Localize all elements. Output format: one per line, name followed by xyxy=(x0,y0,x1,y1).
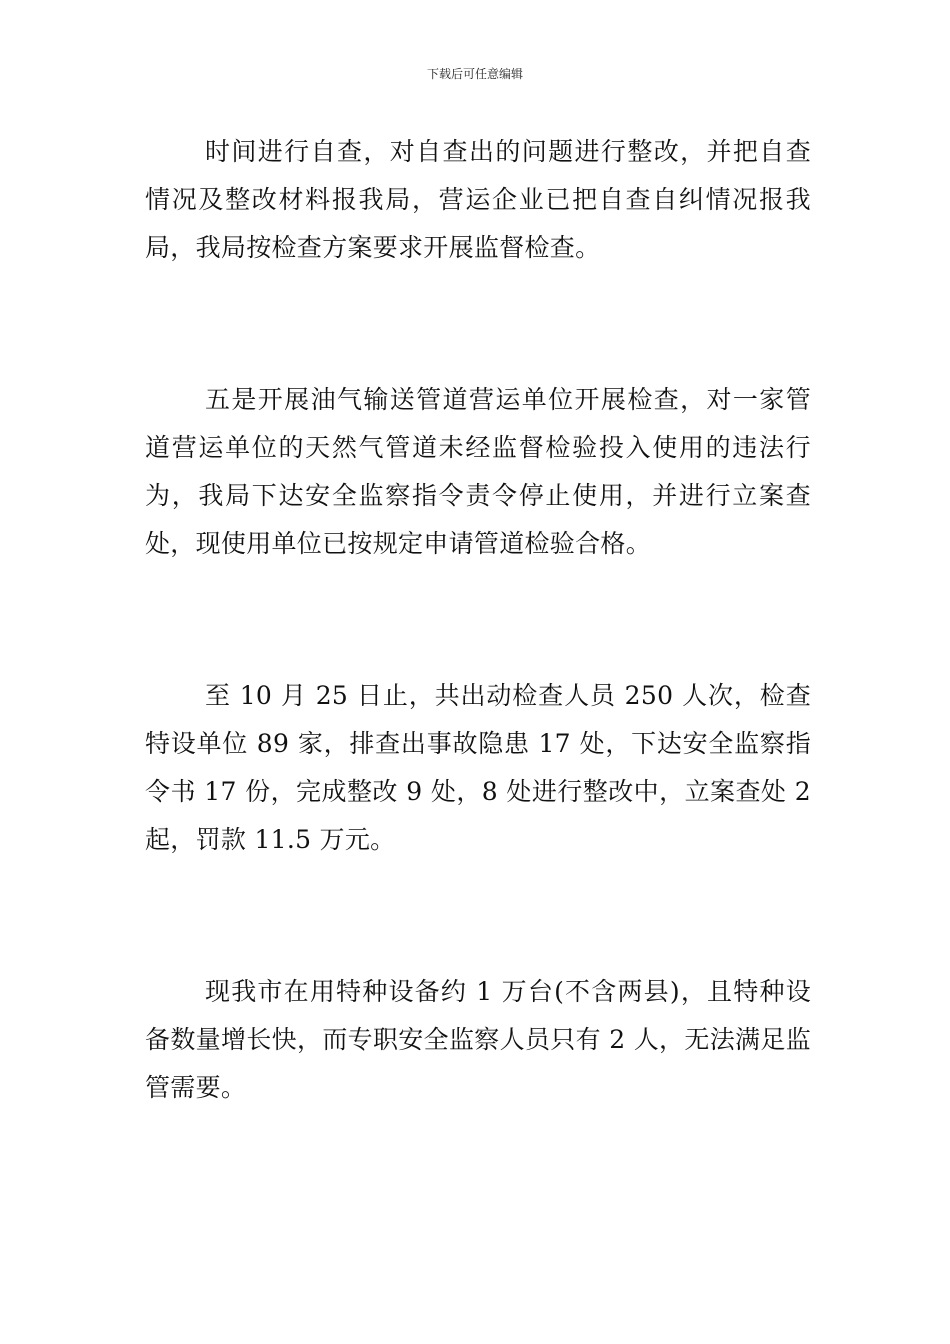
paragraph-staffing-shortage: 现我市在用特种设备约 1 万台(不含两县)，且特种设备数量增长快，而专职安全监察人员只有 2 人，无法满足监管需要。 xyxy=(145,977,811,1102)
paragraph-self-inspection: 时间进行自查，对自查出的问题进行整改，并把自查情况及整改材料报我局，营运企业已把自查自纠情况报我局，我局按检查方案要求开展监督检查。 xyxy=(145,137,811,262)
page-header: 下载后可任意编辑 xyxy=(426,67,523,81)
paragraph-inspection-statistics: 至 10 月 25 日止，共出动检查人员 250 人次，检查特设单位 89 家，排查出事故隐患 17 处，下达安全监察指令书 17 份，完成整改 9 处，8 处进行整改中，立案查处 2 起，罚款 11.5 万元。 xyxy=(145,681,811,854)
paragraph-pipeline-inspection: 五是开展油气输送管道营运单位开展检查，对一家管道营运单位的天然气管道未经监督检验投入使用的违法行为，我局下达安全监察指令责令停止使用，并进行立案查处，现使用单位已按规定申请管道检验合格。 xyxy=(145,385,811,558)
